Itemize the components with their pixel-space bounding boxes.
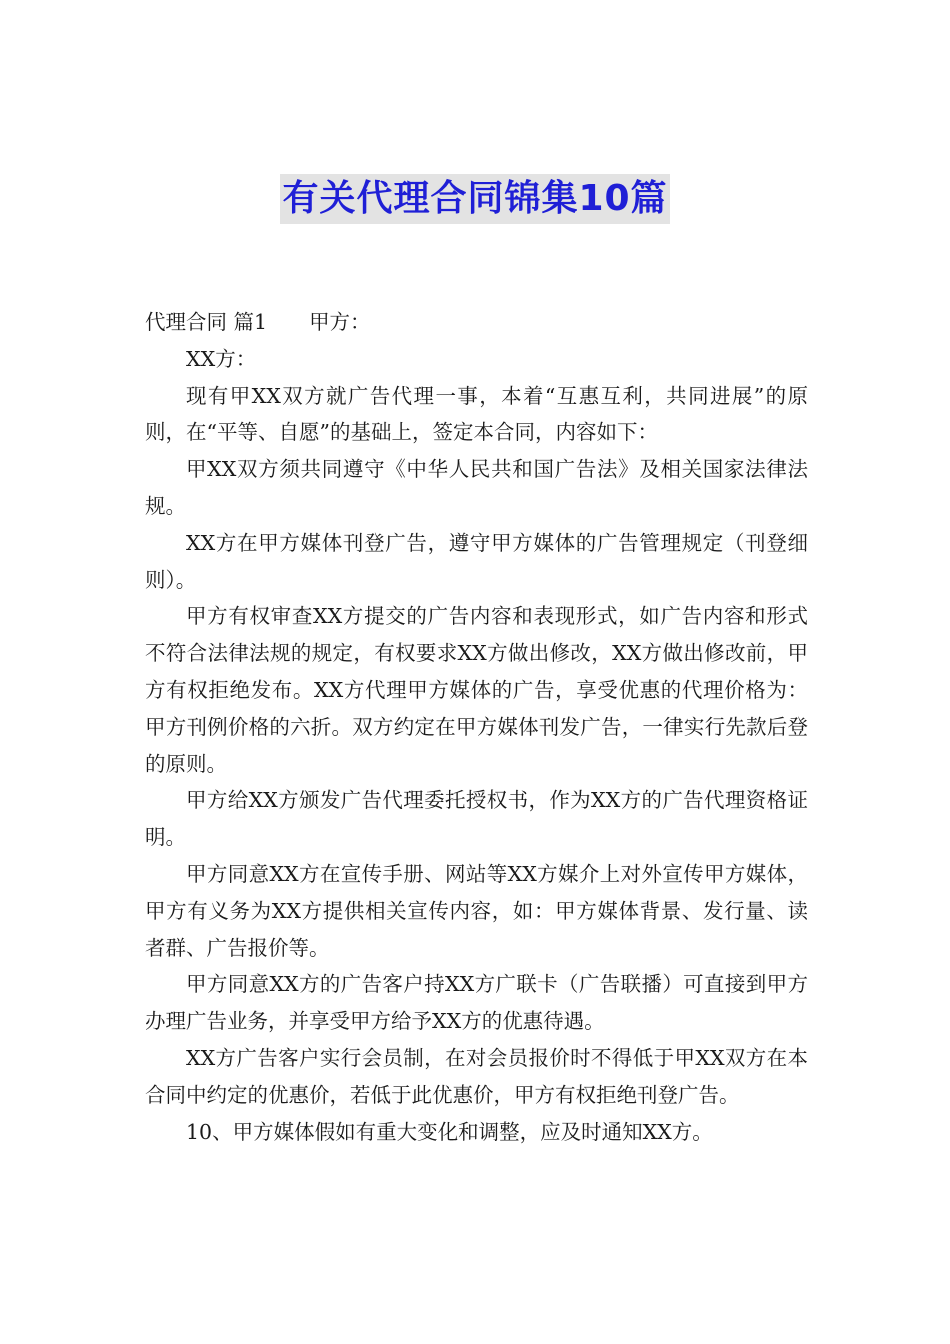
paragraph: XX方： xyxy=(186,346,257,371)
party-a-label: 甲方： xyxy=(309,310,371,334)
paragraph: 甲方同意XX方在宣传手册、网站等XX方媒介上对外宣传甲方媒体，甲方有义务为XX方提供相关宣传内容，如：甲方媒体背景、发行量、读者群、广告报价等。 xyxy=(145,861,808,960)
paragraph: 甲方同意XX方的广告客户持XX方广联卡（广告联播）可直接到甲方办理广告业务，并享受甲方给予XX方的优惠待遇。 xyxy=(145,972,808,1034)
paragraph: 甲方给XX方颁发广告代理委托授权书，作为XX方的广告代理资格证明。 xyxy=(145,788,808,850)
paragraph: XX方广告客户实行会员制，在对会员报价时不得低于甲XX双方在本合同中约定的优惠价，若低于此优惠价，甲方有权拒绝刊登广告。 xyxy=(145,1045,808,1107)
title-container xyxy=(0,174,950,224)
section-heading: 代理合同 篇1 xyxy=(145,310,268,334)
paragraph: 现有甲XX双方就广告代理一事，本着“互惠互利，共同进展”的原则，在“平等、自愿”的基础上，签定本合同，内容如下： xyxy=(145,383,808,445)
paragraph: XX方在甲方媒体刊登广告，遵守甲方媒体的广告管理规定（刊登细则）。 xyxy=(145,530,808,592)
paragraph: 10、甲方媒体假如有重大变化和调整，应及时通知XX方。 xyxy=(186,1119,713,1144)
document-title: 有关代理合同锦集10篇 xyxy=(280,174,669,224)
first-line xyxy=(145,304,808,341)
paragraph: 甲XX双方须共同遵守《中华人民共和国广告法》及相关国家法律法规。 xyxy=(145,457,808,518)
document-body xyxy=(145,304,808,1150)
paragraph: 甲方有权审查XX方提交的广告内容和表现形式，如广告内容和形式不符合法律法规的规定，有权要求XX方做出修改，XX方做出修改前，甲方有权拒绝发布。XX方代理甲方媒体的广告，享受优惠的代理价格为：甲方刊例价格的六折。双方约定在甲方媒体刊发广告，一律实行先款后登的原则。 xyxy=(145,604,808,776)
